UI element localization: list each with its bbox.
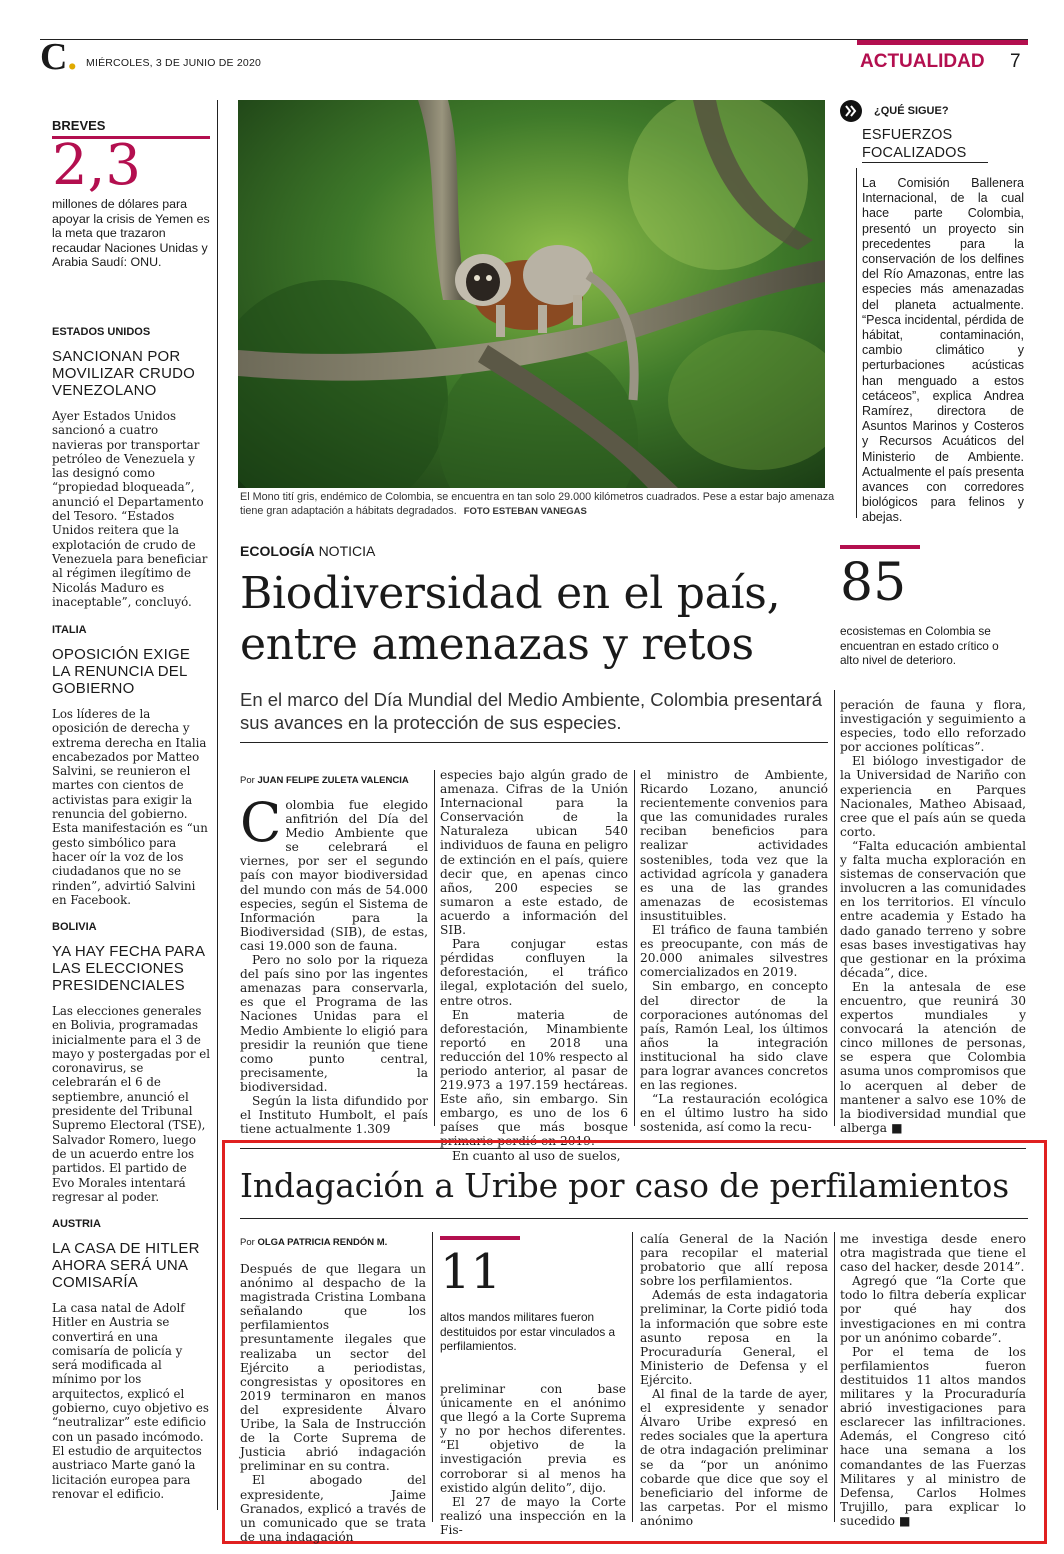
logo-dot: .	[67, 36, 77, 78]
paragraph: En la antesala de ese encuentro, que reunirá 30 expertos mundiales y convocará la atención de cinco millones de personas, se espera que Colombia asuma unos compromisos que lo acerquen al deber de mantener a salvo ese 10% de la biodiversidad mundial que alberga ■	[840, 979, 1026, 1135]
breve-body: La casa natal de Adolf Hitler en Austria se convertirá en una comisaría de policía y será modificada al mínimo por los arquitectos, explicó el gobierno, cuyo objetivo es “neutralizar” este edificio con un pasado incómodo. El estudio de arquitectos austriaco Marte ganó la licitación europea para renovar el edificio.	[52, 1301, 209, 1501]
article-headline: Biodiversidad en el país, entre amenazas y retos	[240, 568, 781, 670]
paragraph: El 27 de mayo la Corte realizó una inspección en la Fis-	[440, 1494, 626, 1537]
uribe-column	[640, 1232, 828, 1528]
paragraph: “Falta educación ambiental y falta mucha exploración en sistemas de conservación que involucren a las comunidades en los territorios. El vínculo entre academia y Estado ha dado ganado terreno y sobre esas bases investigativas hay que gestionar en la próxima década”, dice.	[840, 838, 1026, 980]
que-sigue-side-rule	[856, 168, 857, 518]
paragraph: Según la lista difundido por el Instituto Humbolt, el país tiene actualmente 1.309	[240, 1093, 428, 1137]
paragraph: Agregó que “la Corte que todo lo filtra debería explicar por qué hay dos investigaciones en mi contra por un anónimo cobarde”.	[840, 1274, 1026, 1345]
drop-cap: C	[240, 791, 282, 854]
logo-letter: C	[40, 36, 68, 78]
monkey-photo	[238, 100, 825, 488]
byline-prefix: Por	[240, 1237, 255, 1248]
column-separator	[634, 770, 635, 1126]
breves-label: BREVES	[52, 118, 106, 133]
stat11-bar	[440, 1236, 520, 1240]
section-bold: ECOLOGÍA	[240, 543, 315, 559]
uribe-byline	[240, 1237, 387, 1248]
section-name: ACTUALIDAD	[860, 51, 985, 72]
paragraph: me investiga desde enero otra magistrada que tiene el caso del hacker, desde 2014”.	[840, 1232, 1026, 1275]
caption-text: El Mono tití gris, endémico de Colombia, se encuentra en tan solo 29.000 kilómetros cuadrados. Pese a estar bajo amenaza tiene gran adaptación a hábitats degradados.	[240, 491, 835, 517]
paragraph: “La restauración ecológica en el último lustro ha sido sostenida, así como la recu-	[640, 1092, 828, 1135]
breve-title: LA CASA DE HITLER AHORA SERÁ UNA COMISARÍA	[52, 1240, 200, 1291]
uribe-column	[240, 1262, 426, 1544]
breve-title: YA HAY FECHA PARA LAS ELECCIONES PRESIDENCIALES	[52, 943, 205, 994]
paragraph: En materia de deforestación, Minambiente reportó en 2018 una reducción del 10% respecto al periodo anterior, al pasar de 219.973 a 197.159 hectáreas. Este año, sin embargo. Sin embargo, es uno de los 6 países que más bosque primario perdió en 2019.	[440, 1007, 628, 1149]
paragraph: En cuanto al uso de suelos,	[452, 1148, 621, 1163]
breves-stat-number: 2,3	[52, 133, 142, 198]
issue-date: MIÉRCOLES, 3 DE JUNIO DE 2020	[86, 57, 262, 69]
paragraph: El abogado del expresidente, Jaime Granados, explicó a través de un comunicado que se trata de una indagación	[240, 1473, 426, 1544]
paragraph: el ministro de Ambiente, Ricardo Lozano, anunció recientemente convenios para que las comunidades rurales reciban beneficios para realizar actividades sostenibles, toda vez que la actividad agrícola y ganadera es una de las grandes amenazas de ecosistemas insustituibles.	[640, 768, 828, 923]
paragraph: Sin embargo, en concepto del director de la corporaciones autónomas del país, Ramón Leal, los últimos años la integración institucional ha sido clave para lograr avances concretos en las regiones.	[640, 979, 828, 1093]
que-sigue-title: ESFUERZOS FOCALIZADOS	[862, 127, 967, 161]
breve-item	[52, 326, 210, 609]
uribe-column	[840, 1232, 1026, 1528]
paragraph: El tráfico de fauna también es preocupante, con más de 20.000 animales silvestres comercializados en 2019.	[640, 923, 828, 980]
stat11-text: altos mandos militares fueron destituidos por estar vinculados a perfilamientos.	[440, 1310, 616, 1353]
subhead-rule	[240, 742, 828, 743]
article-column	[840, 698, 1026, 1135]
uribe-headline: Indagación a Uribe por caso de perfilamientos	[240, 1166, 1009, 1205]
breve-body: Los líderes de la oposición de derecha y extrema derecha en Italia encabezados por Matteo Salvini, se reunieron el martes con cientos de activistas para exigir la renuncia del gobierno. Esta manifestación es “un gesto simbólico para hacer oír la voz de los ciudadanos que no se rinden”, advirtió Salvini en Facebook.	[52, 707, 208, 907]
left-column-rule	[217, 100, 218, 1510]
paragraph: Además de esta indagatoria preliminar, la Corte pidió toda la información que sobre este asunto reposa en la Procuraduría General, el Ministerio de Defensa y el Ejército.	[640, 1288, 828, 1387]
paragraph: especies bajo algún grado de amenaza. Cifras de la Unión Internacional para la Conservación de la Naturaleza ubican 540 individuos de fauna en peligro de extinción en el país, quiere decir que, en apenas cinco años, 200 especies se sumaron a este estado, de acuerdo a información del SIB.	[440, 768, 628, 938]
column-separator	[834, 1232, 835, 1522]
stat11-number: 11	[440, 1244, 502, 1300]
que-sigue-text: La Comisión Ballenera Internacional, de la cual hace parte Colombia, presentó un proyecto sin precedentes para la conservación de los delfines del Río Amazonas, entre las especies más amenazadas del planeta actualmente. “Pesca incidental, pérdida de hábitat, contaminación, cambio climático y perturbaciones acústicas han menguado a estos cetáceos”, explica Andrea Ramírez, directora de Asuntos Marinos y Costeros y Recursos Acuáticos del Ministerio de Ambiente. Actualmente el país presenta avances con corredores biológicos para felinos y abejas.	[862, 176, 1024, 525]
article-column	[440, 768, 628, 1163]
paragraph: Después de que llegara un anónimo al despacho de la magistrada Cristina Lombana señalando que los perfilamientos presuntamente ilegales que realizaba un sector del Ejército a periodistas, congresistas y opositores en 2019 terminaron en manos del expresidente Álvaro Uribe, la Sala de Instrucción de la Corte Suprema de Justicia abrió indagación preliminar en su contra.	[240, 1262, 426, 1474]
article-subhead: En el marco del Día Mundial del Medio Ambiente, Colombia presentará sus avances en la protección de sus especies.	[240, 689, 823, 733]
breve-kicker: ESTADOS UNIDOS	[52, 326, 151, 338]
paragraph: peración de fauna y flora, investigación y seguimiento a especies, todo ello reforzado por acciones políticas”.	[840, 698, 1026, 755]
paragraph: Para conjugar estas pérdidas confluyen la deforestación, el tráfico ilegal, explotación del suelo, entre otros.	[440, 937, 628, 1008]
photo-credit: FOTO ESTEBAN VANEGAS	[463, 506, 587, 517]
paragraph: Por el tema de los perfilamientos fueron destituidos 11 altos mandos militares y la Procuraduría abrió investigaciones para esclarecer las infiltraciones. Además, el Congreso citó hace una semana a los comandantes de las Fuerzas Militares y al ministro de Defensa, Carlos Holmes Trujillo, para explicar lo sucedido ■	[840, 1344, 1026, 1528]
paragraph: El biólogo investigador de la Universidad de Nariño con experiencia en Parques Nacionales, Matheo Abisaad, cree que el país aún se queda corto.	[840, 754, 1026, 839]
breve-kicker: BOLIVIA	[52, 921, 97, 933]
photo-caption	[240, 490, 840, 519]
column-separator	[432, 1232, 433, 1522]
breve-kicker: ITALIA	[52, 624, 87, 636]
breve-title: OPOSICIÓN EXIGE LA RENUNCIA DEL GOBIERNO	[52, 646, 191, 697]
breve-title: SANCIONAN POR MOVILIZAR CRUDO VENEZOLANO	[52, 348, 196, 399]
paragraph: olombia fue elegido anfitrión del Día del Medio Ambiente que se celebrará el viernes, por ser el segundo país con mayor biodiversidad del mundo con más de 54.000 especies, según el Sistema de Información para la Biodiversidad (SIB), de estas, casi 19.000 son de fauna.	[240, 798, 428, 953]
breves-stat-text: millones de dólares para apoyar la crisis de Yemen es la meta que trazaron recaudar Naciones Unidas y Arabia Saudí: ONU.	[52, 197, 210, 270]
uribe-column	[440, 1382, 626, 1537]
breve-item	[52, 921, 210, 1204]
paragraph: Pero no solo por la riqueza del país sino por las ingentes amenazas para conservarla, es que el Programa de las Naciones Unidas para el Medio Ambiente lo eligió para presidir la reunión que tiene como punto central, precisamente, la biodiversidad.	[240, 953, 428, 1094]
column-separator	[434, 770, 435, 1126]
byline-prefix: Por	[240, 775, 255, 786]
article-byline	[240, 775, 409, 786]
article-section-label	[240, 543, 375, 559]
paragraph: calía General de la Nación para recopilar el material probatorio que allí reposa sobre los perfilamientos.	[640, 1232, 828, 1289]
stat85-number: 85	[840, 553, 907, 613]
page-number: 7	[1010, 51, 1021, 72]
que-sigue-rule	[862, 162, 988, 163]
stat85-text: ecosistemas en Colombia se encuentran en estado crítico o alto nivel de deterioro.	[840, 624, 999, 667]
breve-body: Ayer Estados Unidos sancionó a cuatro navieras por transportar petróleo de Venezuela y las designó como “propiedad bloqueada”, anunció el Departamento del Tesoro. “Estados Unidos reitera que la explotación de crudo de Venezuela para beneficiar al régimen ilegítimo de Nicolás Maduro es inaceptable”, concluyó.	[52, 409, 208, 609]
article-column	[240, 791, 428, 1137]
double-chevron-right-icon	[840, 100, 862, 122]
breve-item	[52, 1218, 210, 1501]
breve-kicker: AUSTRIA	[52, 1218, 101, 1230]
paragraph: preliminar con base únicamente en el anónimo que llegó a la Corte Suprema y no por hechos diferentes. “El objetivo de la investigación previa es corroborar si al menos ha existido algún delito”, dijo.	[440, 1382, 626, 1495]
column-separator	[632, 1232, 633, 1522]
article-column	[640, 768, 828, 1134]
byline-author: JUAN FELIPE ZULETA VALENCIA	[257, 775, 409, 786]
section-light: NOTICIA	[318, 543, 376, 559]
newspaper-logo	[40, 36, 77, 78]
column-separator	[834, 690, 835, 1126]
breve-body: Las elecciones generales en Bolivia, programadas inicialmente para el 3 de mayo y postergadas por el coronavirus, se celebrarán el 6 de septiembre, anunció el presidente del Tribunal Supremo Electoral (TSE), Salvador Romero, luego de un acuerdo entre los partidos. El partido de Evo Morales intentará regresar al poder.	[52, 1004, 210, 1204]
breve-item	[52, 624, 210, 907]
que-sigue-label: ¿QUÉ SIGUE?	[874, 105, 949, 117]
breves-column	[52, 118, 210, 270]
uribe-head-rule	[240, 1218, 1028, 1219]
paragraph: Al final de la tarde de ayer, el expresidente y senador Álvaro Uribe expresó en redes sociales que la apertura de otra indagación preliminar se da “por un anónimo cobarde que dice que soy el beneficiario del informe de las carpetas. Por el mismo anónimo	[640, 1387, 828, 1528]
section-bar	[857, 40, 1028, 45]
byline-author: OLGA PATRICIA RENDÓN M.	[257, 1237, 388, 1248]
